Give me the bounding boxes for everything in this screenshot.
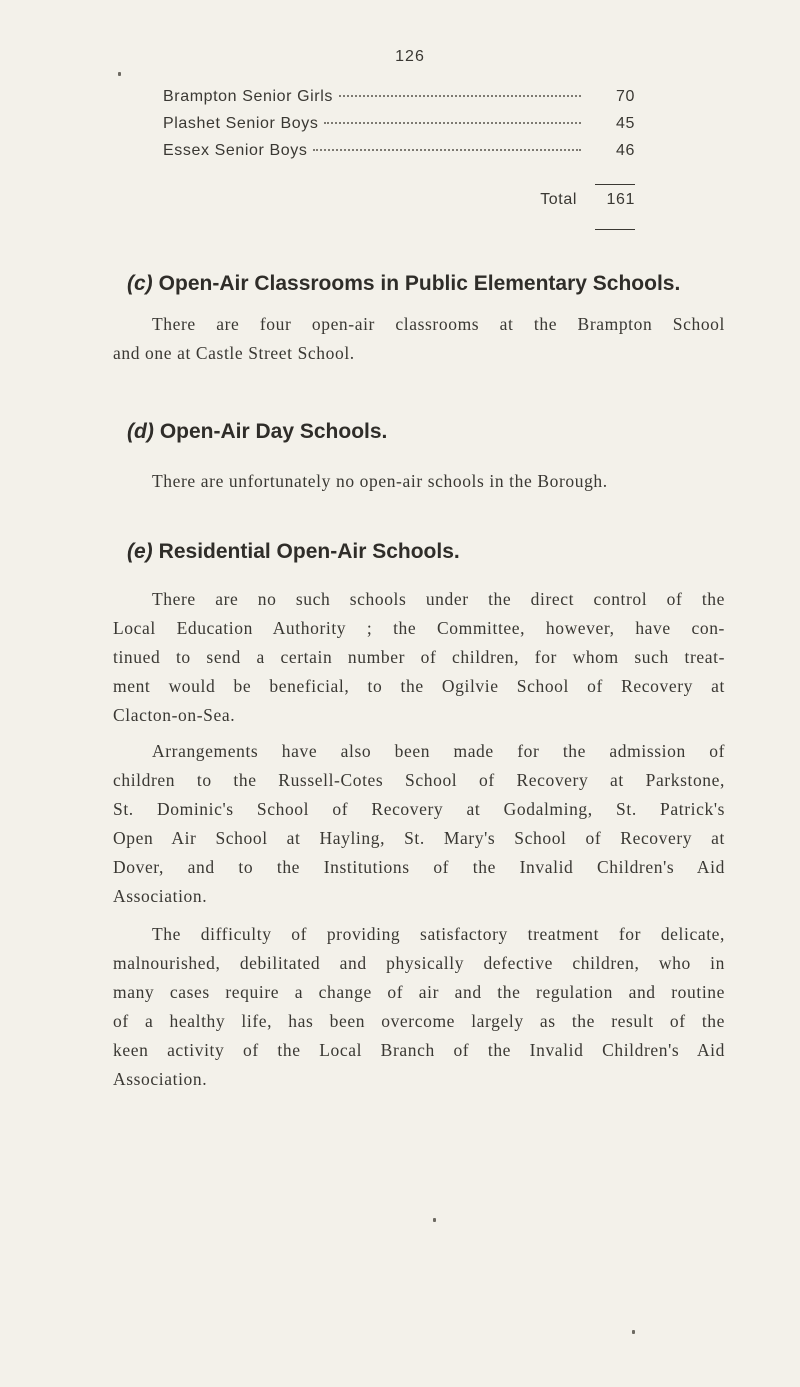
text-line: keen activity of the Local Branch of the Invalid Children's Aid	[113, 1040, 725, 1060]
text-line: Clacton-on-Sea.	[113, 705, 236, 725]
text-line: many cases require a change of air and the regulation and routine	[113, 982, 725, 1002]
tally-row-value: 46	[616, 142, 635, 159]
section-title: Residential Open-Air Schools.	[158, 540, 460, 563]
text-line: tinued to send a certain number of children, for whom such treat-	[113, 647, 725, 667]
section-e-paragraph-3	[113, 920, 725, 1094]
text-line: Local Education Authority ; the Committee, however, have con-	[113, 618, 725, 638]
section-marker: (d)	[127, 420, 154, 443]
tally-total-row	[163, 191, 635, 209]
page-number: 126	[395, 48, 425, 65]
tally-row-value: 70	[616, 88, 635, 105]
text-line: Open Air School at Hayling, St. Mary's School of Recovery at	[113, 828, 725, 848]
sum-rule-bottom	[595, 229, 635, 230]
section-title: Open-Air Classrooms in Public Elementary Schools.	[158, 272, 681, 295]
print-speck	[118, 72, 121, 76]
text-line: Arrangements have also been made for the admission of	[152, 741, 725, 761]
print-speck	[632, 1330, 635, 1334]
text-line: Dover, and to the Institutions of the Invalid Children's Aid	[113, 857, 725, 877]
section-marker: (e)	[127, 540, 153, 563]
text-line: St. Dominic's School of Recovery at Godalming, St. Patrick's	[113, 799, 725, 819]
tally-row	[163, 88, 635, 115]
tally-row	[163, 142, 635, 169]
section-d-paragraph	[113, 467, 725, 496]
text-line: of a healthy life, has been overcome largely as the result of the	[113, 1011, 725, 1031]
text-line: Association.	[113, 1069, 208, 1089]
print-speck	[433, 1218, 436, 1222]
section-e-paragraph-1	[113, 585, 725, 730]
text-line: ment would be beneficial, to the Ogilvie School of Recovery at	[113, 676, 725, 696]
text-line: malnourished, debilitated and physically defective children, who in	[113, 953, 725, 973]
section-title: Open-Air Day Schools.	[159, 420, 388, 443]
text-line: children to the Russell-Cotes School of Recovery at Parkstone,	[113, 770, 725, 790]
tally-row-label: Brampton Senior Girls	[163, 88, 333, 105]
text-line: There are no such schools under the direct control of the	[152, 589, 725, 609]
dot-leader	[324, 122, 581, 124]
text-line: Association.	[113, 886, 208, 906]
total-label: Total	[540, 191, 577, 208]
tally-row-label: Essex Senior Boys	[163, 142, 308, 159]
text-line: The difficulty of providing satisfactory treatment for delicate,	[152, 924, 725, 944]
text-line: and one at Castle Street School.	[113, 343, 355, 363]
section-d-heading	[127, 420, 387, 444]
section-e-heading	[127, 540, 460, 564]
school-tally-table	[163, 88, 635, 208]
dot-leader	[339, 95, 581, 97]
section-marker: (c)	[127, 272, 153, 295]
dot-leader	[313, 149, 581, 151]
text-line: There are four open-air classrooms at the Brampton School	[152, 314, 725, 334]
total-value: 161	[606, 191, 635, 208]
sum-rule-top	[595, 184, 635, 185]
text-line: There are unfortunately no open-air schools in the Borough.	[152, 471, 608, 491]
section-c-paragraph	[113, 310, 725, 368]
section-e-paragraph-2	[113, 737, 725, 911]
tally-row-value: 45	[616, 115, 635, 132]
tally-row-label: Plashet Senior Boys	[163, 115, 319, 132]
section-c-heading	[127, 272, 680, 296]
tally-row	[163, 115, 635, 142]
